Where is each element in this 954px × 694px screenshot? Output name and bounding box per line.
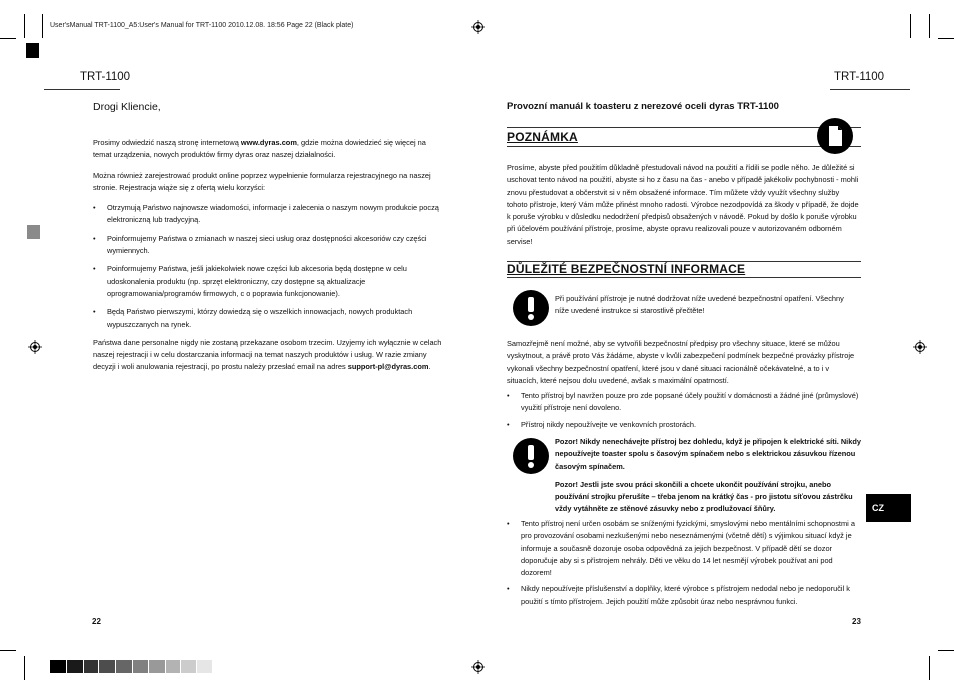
exclamation-icon — [513, 290, 549, 326]
warning-text-2 — [555, 436, 865, 516]
text-span: Państwa dane personalne nigdy nie zostaną przekazane osobom trzecim. Uzyjemy ich wyłącznie w celach naszej rejestracji i w celu dostarczania informacji na temat naszych produktów i usług. W razie zmiany decyzji i woli anulowania rejestracji, po prostu należy przesłać email na adres — [93, 337, 442, 372]
crop-mark — [24, 14, 25, 38]
color-bar — [84, 660, 98, 673]
crop-mark — [929, 14, 930, 38]
safety-paragraph: Samozřejmě není možné, aby se vytvořili bezpečnostní předpisy pro všechny situace, které se můžou vyskytnout, a právě proto Vás žádáme, abyste v kvůli zabezpečení podmínek bezpečné provázky přístroje vykonali všechny bezpečnostní opatření, které jsou v dané situaci racionálně očekávatelné, a to i v situacích, které nejsou dolu uvedené, avšak s maximální opatrností. — [507, 339, 855, 385]
exclamation-icon — [513, 438, 549, 474]
exclamation-icon — [513, 438, 549, 474]
print-header: User'sManual TRT-1100_A5:User's Manual for TRT-1100 2010.12.08. 18:56 Page 22 (Black plate) — [50, 22, 354, 29]
crop-mark — [929, 656, 930, 680]
registration-mark-icon — [471, 20, 485, 34]
crop-mark — [24, 656, 25, 680]
left-page-number: 22 — [92, 617, 101, 626]
crop-mark — [938, 650, 954, 651]
crop-mark — [938, 38, 954, 39]
text-span: . — [428, 362, 431, 372]
section-rule — [507, 146, 861, 147]
left-header-rule — [44, 89, 120, 90]
language-tab-label: CZ — [872, 503, 884, 513]
color-bar — [116, 660, 132, 673]
warning-text-1: Při používání přístroje je nutné dodržovat níže uvedené bezpečnostní opatření. Všechny níže uvedené instrukce si starostlivě přečtěte! — [555, 294, 844, 316]
manual-title: Provozní manuál k toasteru z nerezové oceli dyras TRT-1100 — [507, 101, 779, 112]
list-item: • Poinformujemy Państwa, jeśli jakiekolwiek nowe części lub akcesoria będą dostępne w celu udoskonalenia produktu (np. sprzęt elektroniczny, czy dostępne są aktualizacje oprogramowania/programów firmowych, c o poprawia funkcjonowanie). — [93, 263, 445, 300]
greeting: Drogi Kliencie, — [93, 101, 161, 113]
crop-mark — [0, 38, 16, 39]
crop-mark — [0, 650, 16, 651]
document-icon — [817, 118, 853, 154]
support-email-link[interactable]: support-pl@dyras.com — [347, 362, 429, 372]
registration-mark-icon — [28, 340, 42, 354]
right-page-number: 23 — [852, 617, 861, 626]
list-item: • Tento přístroj není určen osobám se sníženými fyzickými, smyslovými nebo mentálními schopnostmi a pro provozování osobami nezkušenými nebo neseznámenými (včetně dětí) s výjimkou situací když je informuje a současně dozoruje osoba odpovědná za jejich bezpečnost. V případě dětí se dozor doporučuje aby si s přístrojem nehrály. Děti ve věku do 14 let nesmějí výrobek používat ani pod dozorem! — [507, 518, 862, 579]
safety-list-1 — [507, 390, 862, 431]
list-item: • Tento přístroj byl navržen pouze pro zde popsané účely použití v domácnosti a žádné jiné (průmyslové) využití přístroje není dovoleno. — [507, 390, 862, 415]
color-bar — [50, 660, 66, 673]
color-bar — [181, 660, 196, 673]
paragraph-privacy — [93, 337, 445, 374]
section-title-note: POZNÁMKA — [507, 130, 578, 144]
warning-paragraph: Pozor! Jestli jste svou práci skončili a chcete ukončit používání strojku, anebo používání strojku přerušíte – třeba jenom na krátký čas - pro jistotu síťovou zástrčku vždy vytáhněte ze stěnové zásuvky nebo z prodlužovací šňůry. — [555, 479, 853, 514]
paragraph-registration: Można również zarejestrować produkt online poprzez wypełnienie formularza rejestracyjnego na naszej stronie. Rejestracja wiąże się z ofertą wielu korzyści: — [93, 170, 431, 192]
safety-list-2 — [507, 518, 862, 608]
text-span: , gdzie można dowiedzieć się więcej na temat urządzenia, nowych produktów firmy dyras oraz naszej działalności. — [93, 138, 426, 160]
text-span: Prosimy odwiedzić naszą stronę internetową — [93, 138, 241, 147]
left-model-name: TRT-1100 — [80, 71, 131, 83]
registration-mark-icon — [471, 660, 485, 674]
list-item: • Otrzymują Państwo najnowsze wiadomości, informacje i zalecenia o naszym nowym produkcie począ elektroniczną lub tradycyjną. — [93, 202, 445, 227]
color-bar — [149, 660, 165, 673]
registration-square — [26, 43, 39, 58]
crop-mark — [910, 14, 911, 38]
note-paragraph: Prosíme, abyste před použitím důkladně přestudovali návod na použití a řídili se podle něho. Je důležité si uschovat tento návod na použití, abyste si ho z času na čas - anebo v případě jakékoliv pochybnosti - mohli znovu přestudovat a občerstvit si v něm obsažené informace. Tím můžete vždy využít všechny služby tohoto přístroje, který Vám může přinést mnoho radosti. Výrobce nezodpovídá za škody v případě, že dojde k poruše výrobku v důsledku nedodržení předpisů obsažených v návodě. Pokud by došlo k poruše výrobku při účelovém používání přístroje, prosíme, abyste opravu realizovali pouze v autorizovaném odborném servise! — [507, 163, 859, 246]
color-bar — [67, 660, 83, 673]
left-body — [93, 137, 445, 374]
color-bar — [197, 660, 212, 673]
registration-gray-square — [27, 225, 40, 239]
section-rule — [507, 127, 861, 128]
paragraph-website — [93, 137, 445, 162]
list-item: • Poinformujemy Państwa o zmianach w naszej sieci usług oraz dostępności akcesoriów czy części wymiennych. — [93, 233, 445, 258]
crop-mark — [42, 14, 43, 38]
benefits-list — [93, 202, 445, 331]
list-item: • Nikdy nepoužívejte příslušenství a doplňky, které výrobce s přístrojem nedodal nebo je nedoporučil k použití s tímto přístrojem. Jejich použití může způsobit úraz nebo nesprávnou funkci. — [507, 583, 862, 608]
website-link[interactable]: www.dyras.com — [240, 138, 297, 147]
color-bar — [166, 660, 180, 673]
section-title-safety: DŮLEŽITÉ BEZPEČNOSTNÍ INFORMACE — [507, 262, 746, 276]
registration-mark-icon — [913, 340, 927, 354]
right-header-rule — [830, 89, 910, 90]
warning-paragraph: Pozor! Nikdy nenechávejte přístroj bez dohledu, když je připojen k elektrické síti. Nikdy nepoužívejte toaster spolu s časovým spínačem nebo s elektrickou zásuvkou řízenou časovým spínačem. — [555, 437, 861, 471]
exclamation-icon — [513, 290, 549, 326]
color-bar — [133, 660, 148, 673]
list-item: • Będą Państwo pierwszymi, którzy dowiedzą się o wszelkich innowacjach, nowych produktach wypuszczanych na rynek. — [93, 306, 445, 331]
list-item: • Přístroj nikdy nepoužívejte ve venkovních prostorách. — [507, 419, 862, 431]
section-rule — [507, 277, 861, 278]
color-bar — [99, 660, 115, 673]
language-tab — [866, 494, 911, 522]
document-icon — [817, 118, 853, 154]
right-model-name: TRT-1100 — [834, 71, 885, 83]
